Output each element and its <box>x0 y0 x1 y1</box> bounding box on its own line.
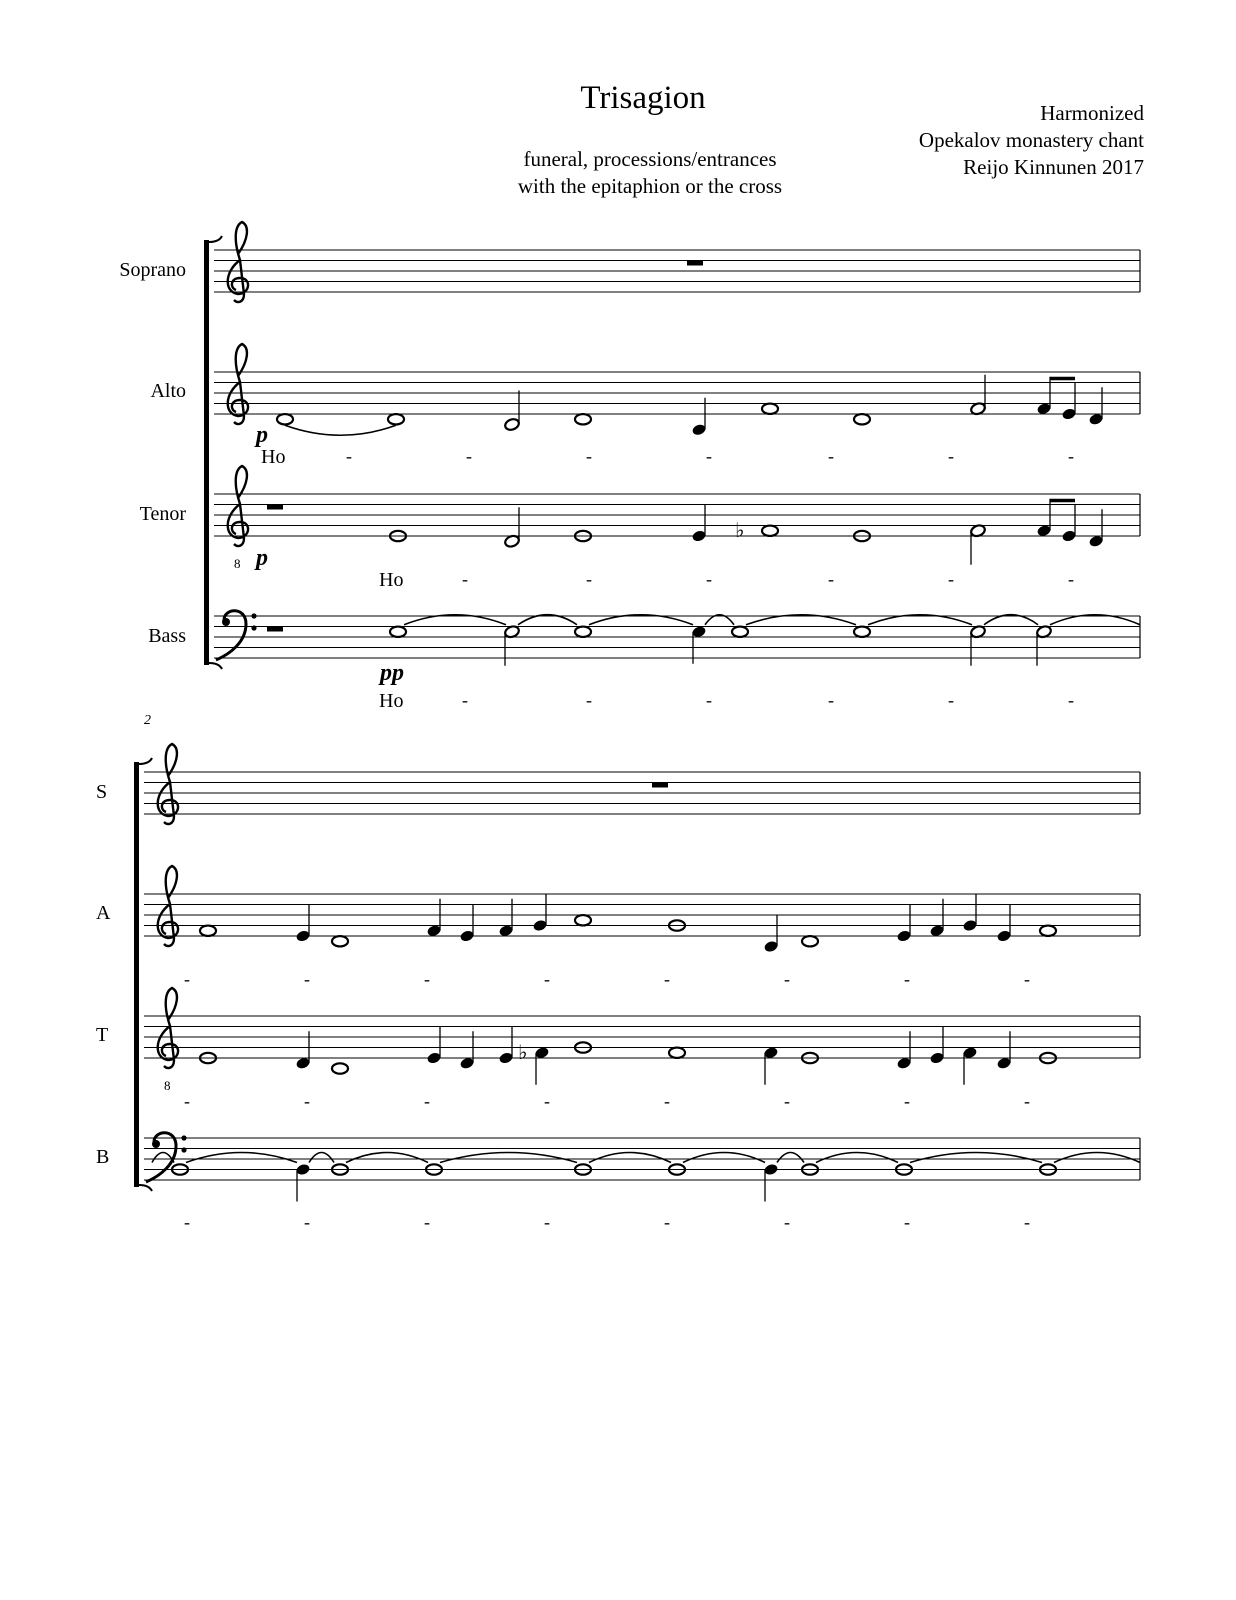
composer-line-2: Opekalov monastery chant <box>918 128 1144 152</box>
lyric-hyphen-bass-0: - <box>462 690 468 710</box>
whole-note <box>200 926 216 936</box>
soprano-rest-m2 <box>652 783 668 788</box>
composer-line-1: Harmonized <box>1040 101 1144 125</box>
staff-label-soprano: Soprano <box>119 259 186 281</box>
treble-clef-icon <box>228 344 248 424</box>
half-note <box>1036 625 1053 666</box>
lyric-hyphen-t2-7: - <box>1024 1091 1030 1111</box>
lyric-hyphen-bass-1: - <box>586 690 592 710</box>
quarter-note <box>763 1046 778 1085</box>
whole-note <box>575 414 591 424</box>
half-note <box>970 375 987 416</box>
quarter-note <box>763 1163 778 1202</box>
bass-clef-icon <box>216 611 257 660</box>
lyric-hyphen-alto-2: - <box>586 446 592 466</box>
lyric-hyphen-alto-6: - <box>1068 446 1074 466</box>
lyric-hyphen-t2-1: - <box>304 1091 310 1111</box>
lyric-hyphen-a2-2: - <box>424 969 430 989</box>
lyric-hyphen-alto-3: - <box>706 446 712 466</box>
tie <box>910 1153 1042 1163</box>
lyric-hyphen-t2-5: - <box>784 1091 790 1111</box>
whole-note <box>669 1048 685 1058</box>
half-note <box>970 524 987 565</box>
staff-label-t: T <box>96 1024 109 1046</box>
lyric-hyphen-alto-4: - <box>828 446 834 466</box>
lyric-hyphen-bass-4: - <box>948 690 954 710</box>
whole-note <box>390 627 406 637</box>
treble-clef-icon <box>228 222 248 302</box>
whole-note <box>388 414 404 424</box>
staff-tenor-sys1 <box>214 494 1140 536</box>
lyric-hyphen-b2-5: - <box>784 1212 790 1232</box>
staff-b-sys2 <box>144 1138 1140 1180</box>
quarter-note <box>962 1046 977 1085</box>
subtitle-line-2: with the epitaphion or the cross <box>517 174 783 198</box>
measure-number: 2 <box>144 713 151 728</box>
whole-note <box>277 414 293 424</box>
lyric-hyphen-b2-0: - <box>184 1212 190 1232</box>
staff-label-b: B <box>96 1146 110 1168</box>
tie <box>186 1153 297 1163</box>
lyric-hyphen-bass-2: - <box>706 690 712 710</box>
staff-alto-sys1 <box>214 372 1140 414</box>
tie <box>683 1153 765 1163</box>
quarter-note <box>962 894 977 933</box>
half-note <box>970 625 987 666</box>
tie <box>309 1153 334 1163</box>
soprano-rest-m1 <box>687 261 703 266</box>
whole-note <box>332 936 348 946</box>
whole-note <box>1040 926 1056 936</box>
whole-note <box>854 414 870 424</box>
staff-label-a: A <box>96 902 111 924</box>
alto-beam <box>1050 377 1075 381</box>
quarter-note <box>763 915 778 954</box>
whole-note <box>732 627 748 637</box>
half-note <box>504 391 521 432</box>
quarter-note <box>1061 382 1076 421</box>
treble-clef-icon <box>158 988 178 1068</box>
octave-8-marker: 8 <box>164 1078 171 1093</box>
lyric-hyphen-b2-4: - <box>664 1212 670 1232</box>
lyric-hyphen-b2-3: - <box>544 1212 550 1232</box>
lyric-hyphen-alto-1: - <box>466 446 472 466</box>
staff-label-tenor: Tenor <box>139 503 186 525</box>
quarter-note <box>996 904 1011 943</box>
tie <box>589 1153 671 1163</box>
staff-s-sys2 <box>144 772 1140 814</box>
staff-a-sys2 <box>144 894 1140 936</box>
staff-bass-sys1 <box>214 616 1140 658</box>
lyric-hyphen-alto-5: - <box>948 446 954 466</box>
half-note <box>504 625 521 666</box>
alto-tie <box>285 425 396 435</box>
piece-title: Trisagion <box>580 80 706 116</box>
lyric-hyphen-b2-7: - <box>1024 1212 1030 1232</box>
dynamic-alto: p <box>256 422 268 448</box>
tenor-rest-m1 <box>267 505 283 510</box>
whole-note <box>575 627 591 637</box>
quarter-note <box>295 1163 310 1202</box>
whole-note <box>575 915 591 925</box>
subtitle-line-1: funeral, processions/entrances <box>523 147 777 171</box>
lyric-hyphen-t2-6: - <box>904 1091 910 1111</box>
lyric-hyphen-a2-3: - <box>544 969 550 989</box>
tie <box>816 1153 898 1163</box>
quarter-note <box>532 894 547 933</box>
lyric-hyphen-b2-2: - <box>424 1212 430 1232</box>
lyric-hyphen-a2-6: - <box>904 969 910 989</box>
quarter-note <box>1061 504 1076 543</box>
lyric-hyphen-bass-3: - <box>828 690 834 710</box>
quarter-note <box>459 904 474 943</box>
lyric-hyphen-t2-3: - <box>544 1091 550 1111</box>
tenor-beam <box>1050 499 1075 503</box>
lyric-hyphen-b2-1: - <box>304 1212 310 1232</box>
lyric-hyphen-t2-4: - <box>664 1091 670 1111</box>
dynamic-tenor: p <box>256 545 268 571</box>
staff-label-bass: Bass <box>148 625 186 647</box>
treble-clef-icon <box>228 466 248 546</box>
tie <box>440 1153 577 1163</box>
lyric-hyphen-t2-0: - <box>184 1091 190 1111</box>
whole-note <box>762 526 778 536</box>
bass-rest-m1 <box>267 627 283 632</box>
half-note <box>504 507 521 548</box>
composer-line-3: Reijo Kinnunen 2017 <box>963 155 1144 179</box>
quarter-note <box>498 1026 513 1065</box>
quarter-note <box>691 504 706 543</box>
lyric-hyphen-bass-5: - <box>1068 690 1074 710</box>
system2-bracket <box>134 758 152 1191</box>
treble-clef-icon <box>158 866 178 946</box>
whole-note <box>762 404 778 414</box>
tie <box>346 1153 428 1163</box>
staff-soprano-sys1 <box>214 250 1140 292</box>
lyric-alto-ho: Ho <box>261 446 286 468</box>
lyric-hyphen-tenor-2: - <box>706 569 712 589</box>
lyric-hyphen-b2-6: - <box>904 1212 910 1232</box>
lyric-hyphen-t2-2: - <box>424 1091 430 1111</box>
lyric-hyphen-a2-5: - <box>784 969 790 989</box>
staff-label-alto: Alto <box>150 380 186 402</box>
tie <box>1054 1153 1140 1163</box>
whole-note <box>332 1063 348 1073</box>
flat-icon: ♭ <box>735 517 745 542</box>
staff-t-sys2 <box>144 1016 1140 1058</box>
lyric-hyphen-tenor-5: - <box>1068 569 1074 589</box>
lyric-hyphen-tenor-1: - <box>586 569 592 589</box>
quarter-note <box>295 904 310 943</box>
octave-8-marker: 8 <box>234 556 241 571</box>
lyric-hyphen-tenor-4: - <box>948 569 954 589</box>
whole-note <box>854 627 870 637</box>
lyric-hyphen-tenor-0: - <box>462 569 468 589</box>
quarter-note <box>896 904 911 943</box>
lyric-hyphen-a2-7: - <box>1024 969 1030 989</box>
treble-clef-icon <box>158 744 178 824</box>
lyric-hyphen-a2-4: - <box>664 969 670 989</box>
lyric-hyphen-a2-0: - <box>184 969 190 989</box>
lyric-hyphen-alto-0: - <box>346 446 352 466</box>
quarter-note <box>426 1026 441 1065</box>
quarter-note <box>534 1046 549 1085</box>
dynamic-bass: pp <box>380 660 404 686</box>
lyric-tenor-ho: Ho <box>379 569 404 591</box>
quarter-note <box>929 1026 944 1065</box>
lyric-hyphen-tenor-3: - <box>828 569 834 589</box>
lyric-bass-ho: Ho <box>379 690 404 712</box>
lyric-hyphen-a2-1: - <box>304 969 310 989</box>
flat-icon: ♭ <box>518 1039 528 1064</box>
system1-bracket <box>204 236 222 669</box>
tie <box>777 1153 804 1163</box>
whole-note <box>802 936 818 946</box>
staff-label-s: S <box>96 781 108 803</box>
